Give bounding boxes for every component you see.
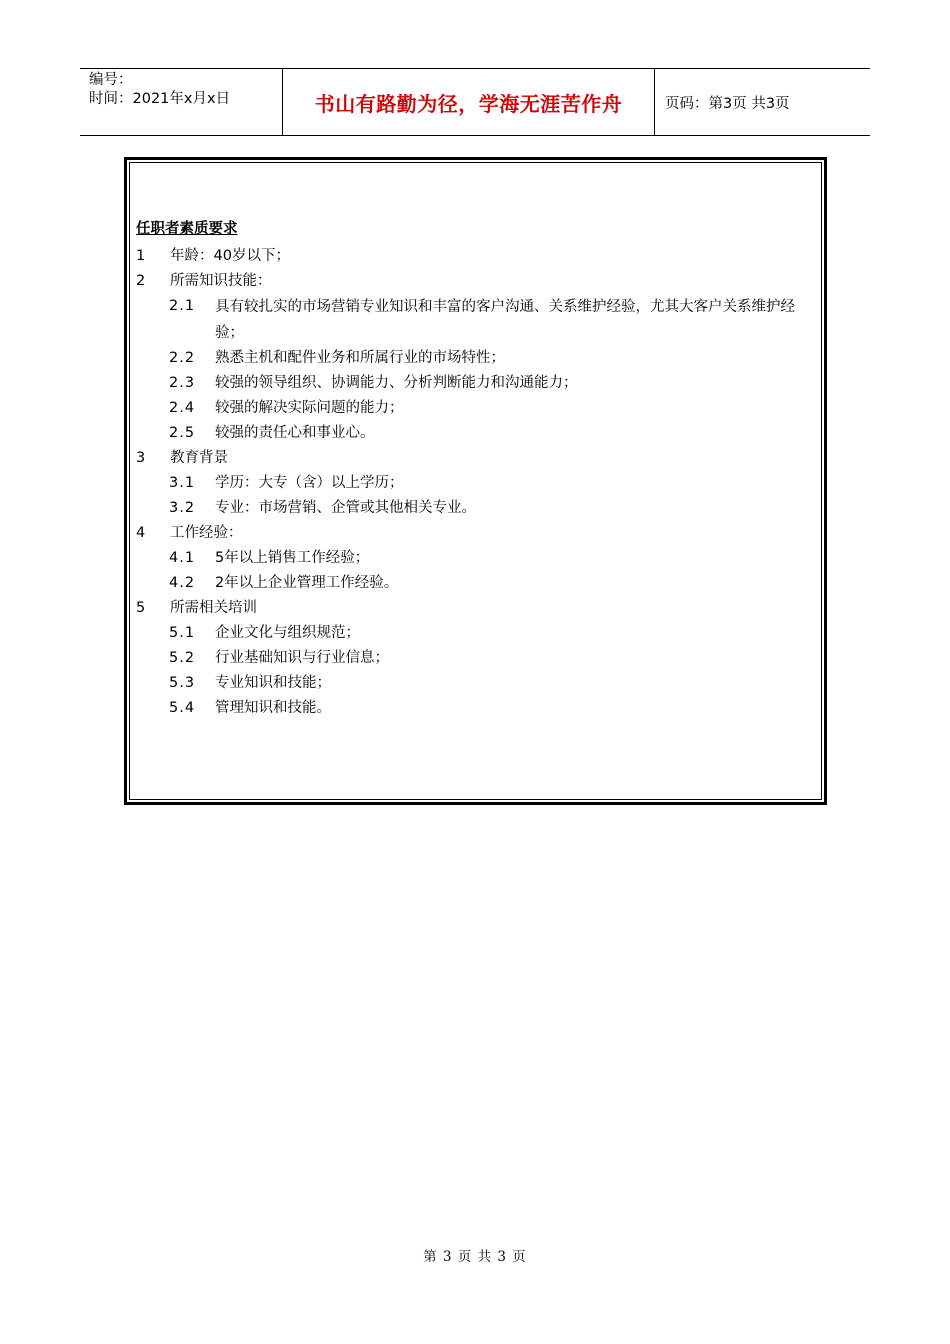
item-number: 5 [136,600,146,616]
sub-item-text: 专业：市场营销、企管或其他相关专业。 [215,500,476,516]
sub-item-number: 4.2 [169,575,196,591]
item-text: 所需相关培训 [170,600,257,616]
list-item [136,446,811,471]
sub-item-text: 2年以上企业管理工作经验。 [215,575,399,591]
sub-list-item [136,471,811,496]
item-number: 3 [136,450,146,466]
sub-item-text: 企业文化与组织规范； [215,625,360,641]
sub-item-number: 2.4 [169,400,196,416]
date-label: 时间：2021年x月x日 [89,91,231,107]
requirements-list [136,244,811,721]
sub-item-number: 5.1 [169,625,196,641]
sub-item-number: 5.2 [169,650,196,666]
sub-list-item [136,546,811,571]
sub-item-text: 5年以上销售工作经验； [215,550,370,566]
sub-list-item [136,346,811,371]
sub-item-text: 较强的责任心和事业心。 [215,425,375,441]
sub-item-text: 专业知识和技能； [215,675,331,691]
sub-list-item [136,496,811,521]
sub-item-number: 2.3 [169,375,196,391]
sub-item-text: 行业基础知识与行业信息； [215,650,389,666]
sub-item-number: 2.1 [169,298,196,314]
sub-list-item [136,371,811,396]
sub-list-item [136,421,811,446]
sub-list-item [136,646,811,671]
item-text: 年龄：40岁以下； [170,248,290,264]
sub-list-item [136,294,811,346]
item-number: 4 [136,525,146,541]
sub-item-text: 较强的解决实际问题的能力； [215,400,404,416]
sub-list-item [136,621,811,646]
section-title: 任职者素质要求 [136,221,238,237]
sub-list-item [136,571,811,596]
sub-item-text: 具有较扎实的市场营销专业知识和丰富的客户沟通、关系维护经验，尤其大客户关系维护经验； [215,299,795,341]
header-page-info: 页码：第3页 共3页 [665,95,790,112]
sub-item-number: 2.2 [169,350,196,366]
sub-item-text: 熟悉主机和配件业务和所属行业的市场特性； [215,350,505,366]
sub-item-number: 3.2 [169,500,196,516]
list-item [136,269,811,294]
list-item [136,596,811,621]
sub-item-text: 学历：大专（含）以上学历； [215,475,404,491]
item-text: 教育背景 [170,450,228,466]
item-number: 2 [136,273,146,289]
sub-item-number: 5.3 [169,675,196,691]
item-text: 所需知识技能： [170,273,272,289]
item-text: 工作经验： [170,525,243,541]
sub-item-number: 3.1 [169,475,196,491]
sub-item-text: 管理知识和技能。 [215,700,331,716]
requirements-section [136,218,811,721]
list-item [136,521,811,546]
sub-item-number: 5.4 [169,700,196,716]
item-number: 1 [136,248,146,264]
header-meta [80,69,282,135]
sub-item-text: 较强的领导组织、协调能力、分析判断能力和沟通能力； [215,375,578,391]
sub-item-number: 4.1 [169,550,196,566]
page-footer: 第 3 页 共 3 页 [423,1249,527,1265]
header-slogan: 书山有路勤为径，学海无涯苦作舟 [282,69,655,135]
sub-list-item [136,696,811,721]
sub-item-number: 2.5 [169,425,196,441]
list-item [136,244,811,269]
sub-list-item [136,396,811,421]
code-label: 编号： [89,72,133,88]
sub-list-item [136,671,811,696]
document-header [80,68,870,136]
